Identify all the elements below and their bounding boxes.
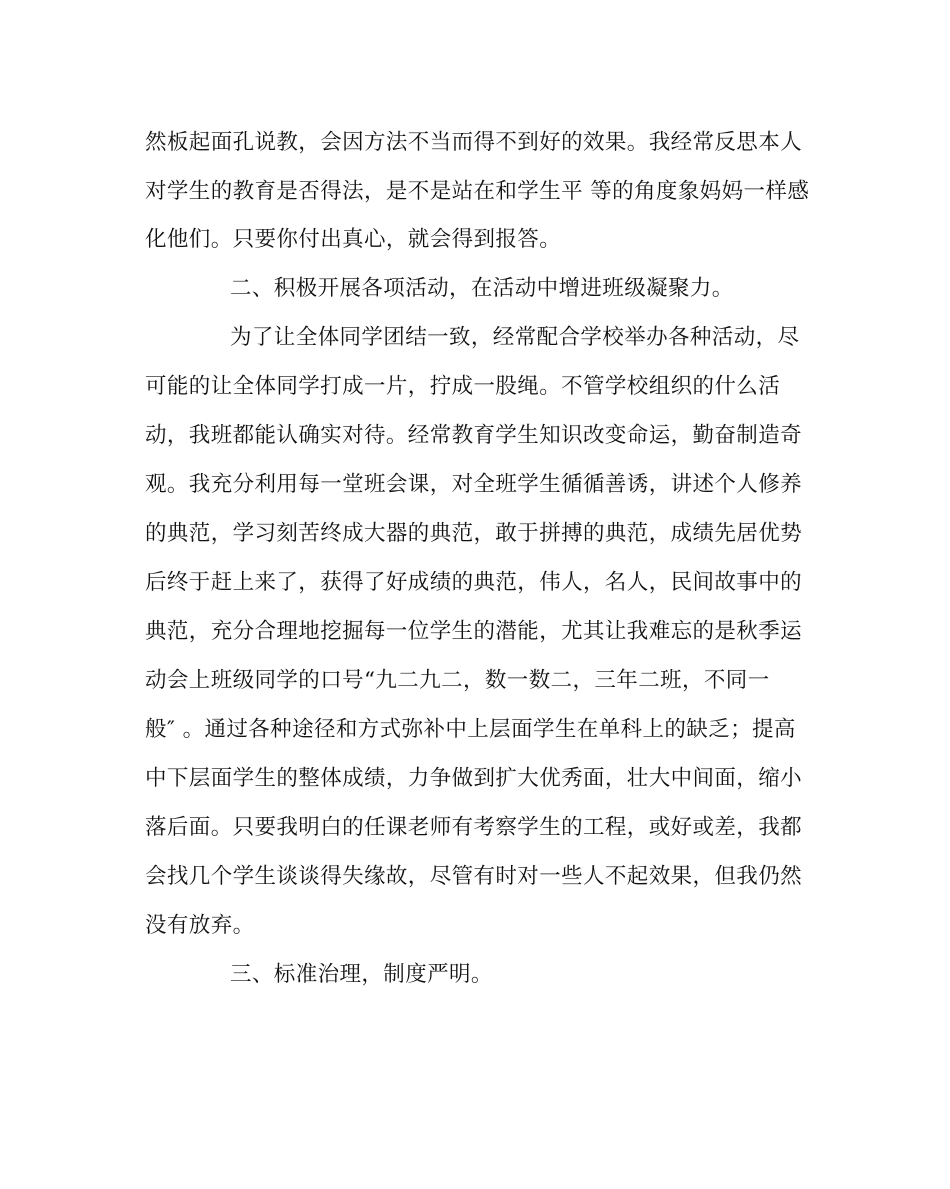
text-line: 的典范，学习刻苦终成大器的典范，敢于拼搏的典范，成绩先居优势 (145, 521, 803, 546)
section-heading: 二、积极开展各项活动，在活动中增进班级凝聚力。 (230, 276, 734, 301)
text-line: 对学生的教育是否得法，是不是站在和学生平 等的角度象妈妈一样感 (145, 179, 810, 204)
text-line: 动会上班级同学的口号“九二九二，数一数二，三年二班，不同一 (145, 668, 770, 693)
text-line: 可能的让全体同学打成一片，拧成一股绳。不管学校组织的什么活 (145, 374, 781, 399)
text-line: 落后面。只要我明白的任课老师有考察学生的工程，或好或差，我都 (145, 815, 803, 840)
section-heading: 三、标准治理，制度严明。 (230, 962, 493, 987)
text-line: 动，我班都能认确实对待。经常教育学生知识改变命运，勤奋制造奇 (145, 423, 803, 448)
text-line: 般″ 。通过各种途径和方式弥补中上层面学生在单科上的缺乏；提高 (145, 717, 796, 742)
text-line: 然板起面孔说教，会因方法不当而得不到好的效果。我经常反思本人 (145, 130, 803, 155)
text-line: 典范，充分合理地挖掘每一位学生的潜能，尤其让我难忘的是秋季运 (145, 619, 803, 644)
text-line: 会找几个学生谈谈得失缘故，尽管有时对一些人不起效果，但我仍然 (145, 864, 803, 889)
text-line: 中下层面学生的整体成绩，力争做到扩大优秀面，壮大中间面，缩小 (145, 766, 803, 791)
text-line: 后终于赶上来了，获得了好成绩的典范，伟人，名人，民间故事中的 (145, 570, 803, 595)
text-line: 化他们。只要你付出真心，就会得到报答。 (145, 227, 562, 252)
text-line: 观。我充分利用每一堂班会课，对全班学生循循善诱，讲述个人修养 (145, 472, 803, 497)
text-line: 没有放弃。 (145, 913, 255, 938)
paragraph-first-line: 为了让全体同学团结一致，经常配合学校举办各种活动，尽 (230, 325, 800, 350)
